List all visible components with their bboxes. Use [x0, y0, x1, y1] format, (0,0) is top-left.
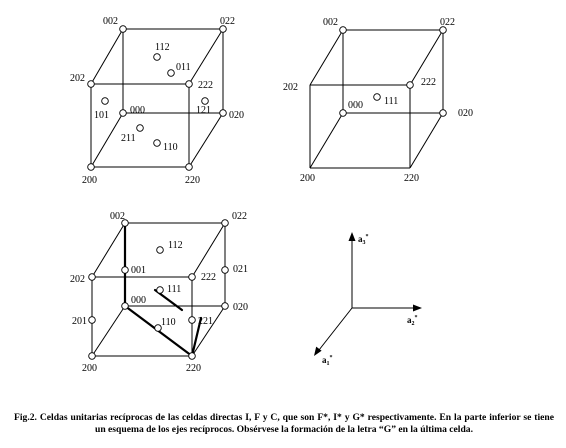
axis-a2-label: $a_2^*$	[407, 315, 418, 327]
vertex-label: 202	[70, 274, 85, 285]
vertex-label: 222	[198, 80, 213, 91]
vertex-label: 200	[82, 363, 97, 374]
point-label: 111	[384, 96, 399, 107]
point-label: 112	[155, 42, 170, 53]
point-label: 110	[163, 142, 178, 153]
cell-f-star	[70, 16, 244, 186]
point-label: 211	[121, 133, 136, 144]
vertex-label: 200	[300, 173, 315, 184]
cell-g-star	[70, 211, 248, 374]
vertex-label: 022	[440, 17, 455, 28]
vertex-label: 202	[70, 73, 85, 84]
point-label: 112	[168, 240, 183, 251]
reciprocal-axes	[314, 232, 422, 367]
vertex-label: 020	[233, 302, 248, 313]
vertex-label: 002	[323, 17, 338, 28]
vertex-label: 020	[229, 110, 244, 121]
vertex-label: 002	[103, 16, 118, 27]
cell-i-star	[283, 17, 473, 184]
vertex-label: 000	[131, 295, 146, 306]
vertex-label: 220	[186, 363, 201, 374]
vertex-label: 200	[82, 175, 97, 186]
point-label: 201	[72, 316, 87, 327]
vertex-label: 002	[110, 211, 125, 222]
axis-a1-label: $a_1^*$	[322, 355, 333, 367]
point-label: 221	[198, 316, 213, 327]
point-label: 011	[176, 62, 191, 73]
vertex-label: 000	[348, 100, 363, 111]
point-label: 001	[131, 265, 146, 276]
vertex-label: 000	[130, 105, 145, 116]
point-label: 021	[233, 264, 248, 275]
a2-arrow-icon	[413, 305, 422, 312]
vertex-label: 222	[201, 272, 216, 283]
point-label: 111	[167, 284, 182, 295]
vertex-label: 220	[404, 173, 419, 184]
vertex-label: 020	[458, 108, 473, 119]
vertex-label: 202	[283, 82, 298, 93]
point-label: 121	[196, 105, 211, 116]
point-label: 110	[161, 317, 176, 328]
figure-caption: Fig.2. Celdas unitarias recíprocas de las celdas directas I, F y C, que son F*, I* y G* respectivamente. En la parte inferior se tiene un esquema de los ejes recíprocos. Obsérvese la formación de la letra “G” en la última celda.	[14, 412, 554, 435]
a3-arrow-icon	[349, 232, 356, 241]
vertex-label: 022	[232, 211, 247, 222]
vertex-label: 220	[185, 175, 200, 186]
vertex-label: 022	[220, 16, 235, 27]
point-label: 101	[94, 110, 109, 121]
axis-a3-label: $a_3^*$	[358, 234, 369, 246]
vertex-label: 222	[421, 77, 436, 88]
